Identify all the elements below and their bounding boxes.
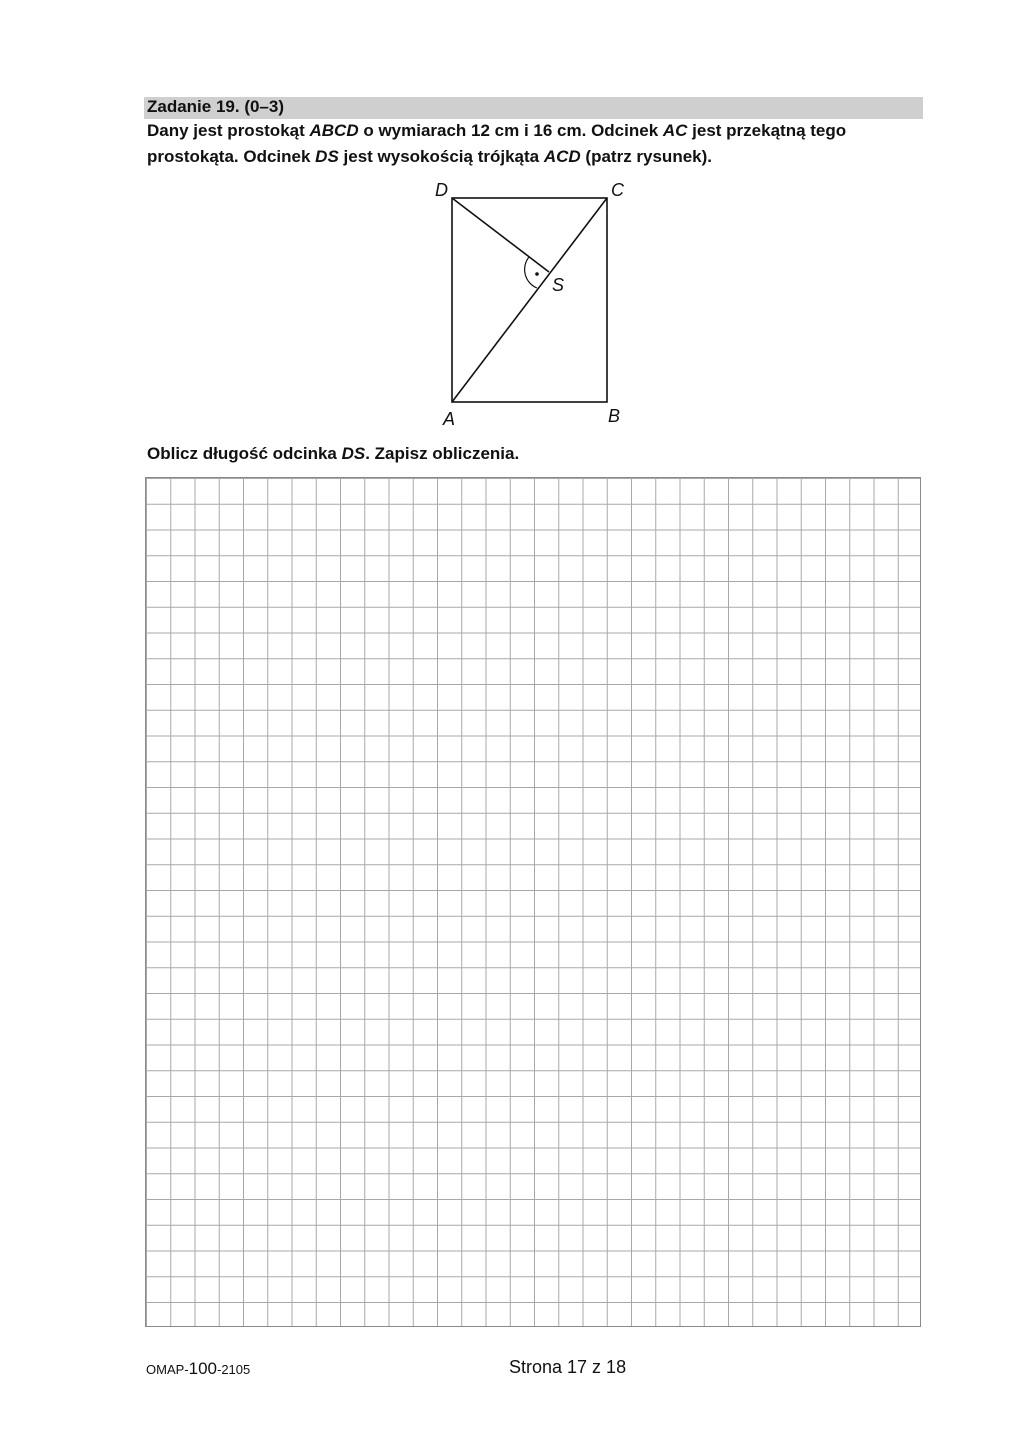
instruction-text: . Zapisz obliczenia. [365, 444, 520, 463]
statement-text: prostokąta. Odcinek [147, 147, 316, 166]
task-title: Zadanie 19. (0–3) [147, 97, 285, 116]
label-s: S [552, 275, 565, 295]
segment-name: DS [341, 444, 366, 463]
task-statement-line-2 [147, 146, 712, 168]
right-angle-dot [535, 272, 539, 276]
exam-code-prefix: OMAP- [146, 1362, 189, 1377]
rectangle-name: ABCD [309, 121, 359, 140]
label-d: D [435, 180, 448, 200]
statement-text: (patrz rysunek). [580, 147, 712, 166]
statement-text: Dany jest prostokąt [147, 121, 310, 140]
page-number: Strona 17 z 18 [509, 1357, 627, 1377]
statement-text: jest przekątną tego [687, 121, 847, 140]
statement-text: o wymiarach 12 cm i 16 cm. Odcinek [358, 121, 663, 140]
answer-grid[interactable] [145, 477, 921, 1327]
statement-text: jest wysokością trójkąta [338, 147, 544, 166]
label-a: A [443, 409, 456, 429]
exam-code-suffix: -2105 [217, 1362, 251, 1377]
task-statement-line-1 [147, 120, 846, 142]
rectangle-figure [420, 176, 650, 432]
exam-code-mid: 100 [188, 1359, 217, 1378]
segment-name: DS [315, 147, 339, 166]
label-c: C [611, 180, 624, 200]
exam-code [146, 1359, 250, 1379]
height-ds [452, 198, 549, 272]
instruction-text: Oblicz długość odcinka [147, 444, 342, 463]
label-b: B [608, 406, 621, 426]
task-instruction [147, 443, 519, 465]
triangle-name: ACD [543, 147, 581, 166]
segment-name: AC [662, 121, 688, 140]
diagonal-ac [452, 198, 607, 402]
